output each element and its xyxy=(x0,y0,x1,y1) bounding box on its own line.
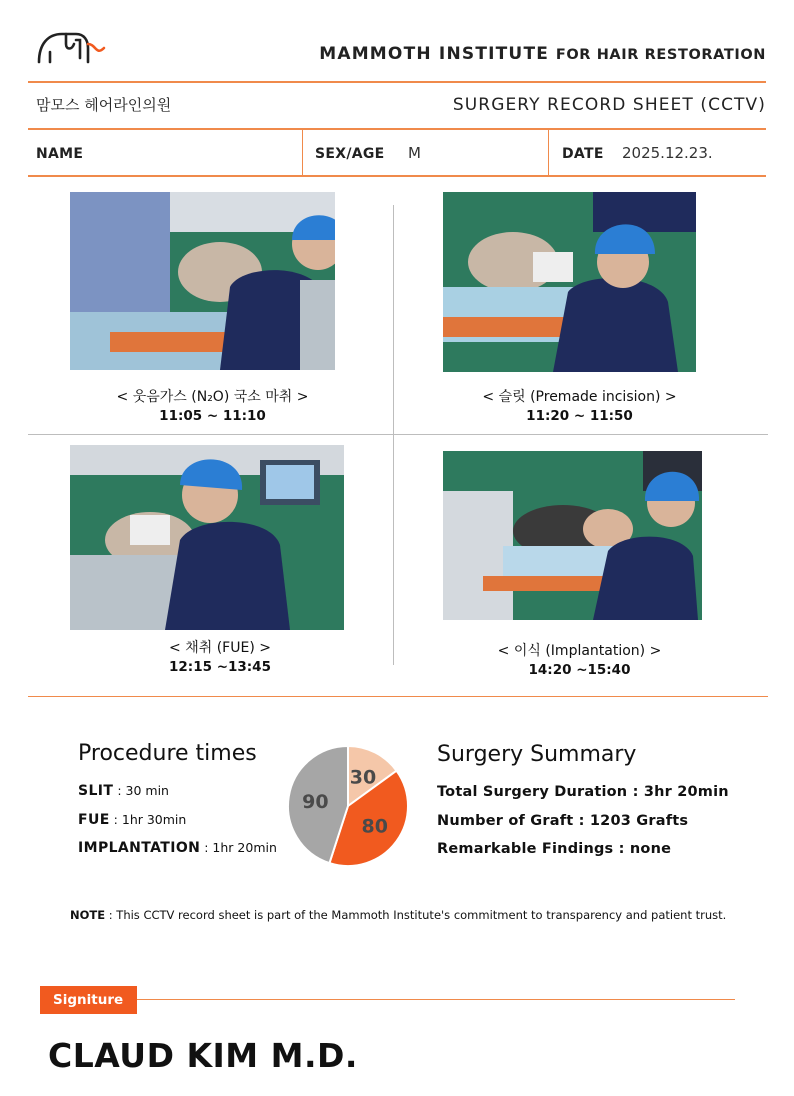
divider xyxy=(28,128,766,130)
divider xyxy=(302,129,303,175)
photo-caption-time: 12:15 ~13:45 xyxy=(169,659,271,675)
signer-name: CLAUD KIM M.D. xyxy=(48,1036,358,1075)
photo-caption xyxy=(443,388,716,426)
note xyxy=(70,908,726,922)
photo-caption-time: 14:20 ~15:40 xyxy=(528,662,631,678)
procedure-times-pie-chart xyxy=(285,743,411,869)
photo-caption xyxy=(70,639,370,677)
cctv-photo-anesthesia xyxy=(70,192,335,370)
photo-caption-title: < 웃음가스 (N₂O) 국소 마취 > xyxy=(116,389,309,405)
procedure-item-label: IMPLANTATION xyxy=(78,840,201,856)
procedure-item-value: : 30 min xyxy=(113,783,169,798)
procedure-item-label: FUE xyxy=(78,812,110,828)
pie-slice-label: 30 xyxy=(349,766,377,789)
procedure-item-value: : 1hr 20min xyxy=(200,840,277,855)
name-label: NAME xyxy=(36,146,84,162)
cctv-photo-slit xyxy=(443,192,696,372)
procedure-item xyxy=(78,812,186,828)
clinic-name-korean: 맘모스 헤어라인의원 xyxy=(36,96,172,114)
photo-caption-title: < 이식 (Implantation) > xyxy=(497,643,662,659)
grid-divider xyxy=(28,434,768,435)
procedure-item xyxy=(78,783,169,799)
summary-graft-count: Number of Graft : 1203 Grafts xyxy=(437,813,689,829)
pie-slice-label: 90 xyxy=(302,790,329,813)
procedure-item-value: : 1hr 30min xyxy=(109,812,187,827)
cctv-photo-fue xyxy=(70,445,344,630)
date-label: DATE xyxy=(562,146,604,162)
date-value: 2025.12.23. xyxy=(622,144,713,162)
note-label: NOTE xyxy=(70,908,106,922)
photo-caption xyxy=(443,642,716,680)
signature-badge: Signiture xyxy=(40,986,137,1014)
sex-age-value: M xyxy=(408,144,421,162)
brand-name xyxy=(319,44,766,64)
divider xyxy=(28,175,766,177)
grid-divider xyxy=(393,205,394,665)
pie-slice-label: 80 xyxy=(361,815,388,838)
brand-name-main: MAMMOTH INSTITUTE xyxy=(319,44,550,64)
summary-findings: Remarkable Findings : none xyxy=(437,841,672,857)
mammoth-logo xyxy=(36,26,108,66)
divider xyxy=(28,696,768,697)
sex-age-label: SEX/AGE xyxy=(315,146,385,162)
note-text: : This CCTV record sheet is part of the Mammoth Institute's commitment to transparency and patient trust. xyxy=(105,908,727,922)
photo-caption xyxy=(70,388,355,426)
photo-caption-time: 11:05 ~ 11:10 xyxy=(159,408,266,424)
divider xyxy=(548,129,549,175)
sheet-title: SURGERY RECORD SHEET (CCTV) xyxy=(452,95,766,115)
summary-total-duration: Total Surgery Duration : 3hr 20min xyxy=(437,784,729,800)
brand-name-sub: FOR HAIR RESTORATION xyxy=(555,47,766,63)
procedure-item xyxy=(78,840,277,856)
procedure-item-label: SLIT xyxy=(78,783,114,799)
photo-caption-time: 11:20 ~ 11:50 xyxy=(526,408,633,424)
cctv-photo-implantation xyxy=(443,451,702,620)
photo-caption-title: < 슬릿 (Premade incision) > xyxy=(482,389,677,405)
surgery-summary-title: Surgery Summary xyxy=(437,742,637,767)
photo-caption-title: < 채취 (FUE) > xyxy=(169,640,271,656)
procedure-times-title: Procedure times xyxy=(78,741,257,766)
signature-line xyxy=(137,999,735,1000)
divider xyxy=(28,81,766,83)
